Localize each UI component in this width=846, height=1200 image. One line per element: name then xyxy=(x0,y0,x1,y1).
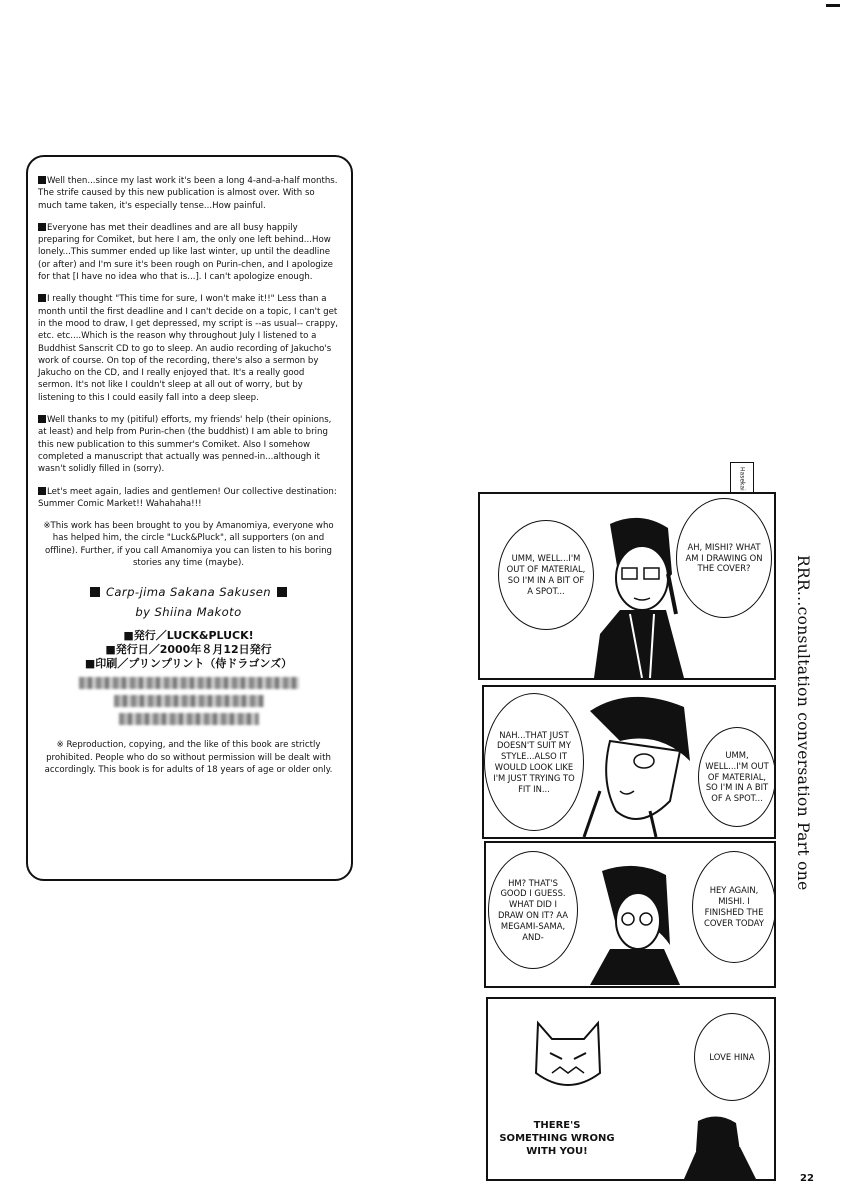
afterword-paragraph-1: Well then...since my last work it's been a long 4-and-a-half months. The strife caused by this new publication is almost over. With so much tame taken, it's especially tense...How painful. xyxy=(38,176,338,211)
printer-line: ■印刷／プリンプリント（侍ドラゴンズ） xyxy=(84,657,293,671)
publisher-line: ■発行／LUCK&PLUCK! xyxy=(123,629,254,643)
bullet-square-icon xyxy=(38,176,46,184)
book-title: Carp-jima Sakana Sakusen xyxy=(38,583,339,601)
speech-bubble-left: NAH...THAT JUST DOESN'T SUIT MY STYLE...ALSO IT WOULD LOOK LIKE I'M JUST TRYING TO FIT IN... xyxy=(484,693,584,831)
redacted-address-block xyxy=(74,677,304,739)
title-square-icon xyxy=(277,587,287,597)
speech-bubble-left: UMM, WELL...I'M OUT OF MATERIAL, SO I'M IN A BIT OF A SPOT... xyxy=(498,520,594,630)
comic-panel-2 xyxy=(482,685,776,839)
date-line: ■発行日／2000年８月12日発行 xyxy=(105,643,272,657)
speech-bubble-left: HM? THAT'S GOOD I GUESS. WHAT DID I DRAW ON IT? AA MEGAMI-SAMA, AND- xyxy=(488,851,578,969)
comic-vertical-title: RRR...consultation conversation Part one xyxy=(794,555,812,891)
afterword-box xyxy=(26,155,353,881)
shout-caption: THERE'S SOMETHING WRONG WITH YOU! xyxy=(492,1099,622,1177)
corner-mark xyxy=(826,4,840,7)
character-on-phone-illustration xyxy=(580,514,700,678)
speech-bubble-right: AH, MISHI? WHAT AM I DRAWING ON THE COVER? xyxy=(676,498,772,618)
afterword-paragraph-5: Let's meet again, ladies and gentlemen! Our collective destination: Summer Comic Market!! Wahahaha!!! xyxy=(38,486,337,509)
angry-cat-illustration xyxy=(528,1013,608,1097)
character-back-illustration xyxy=(678,1111,758,1179)
copyright-warning: ※ Reproduction, copying, and the like of this book are strictly prohibited. People who do so without permission will be dealt with accordingly. This book is for adults of 18 years of age or older only. xyxy=(44,740,333,775)
afterword-paragraph-4: Well thanks to my (pitiful) efforts, my friends' help (their opinions, at least) and help from Purin-chen (the buddhist) I am able to bring this new publication to this summer's Comiket. Also I somehow completed a manuscript that actually was penned-in...although it wasn't solidly filled in (sorry). xyxy=(38,415,332,475)
author-tag: Hasekai xyxy=(730,462,754,496)
afterword-paragraph-3: I really thought "This time for sure, I won't make it!!" Less than a month until the first deadline and I can't decide on a topic, I can't get in the mood to draw, I get depressed, my script is --as usual-- crappy, etc. etc....Which is the reason why throughout July I listened to a Buddhist Sanscrit CD to go to sleep. An audio recording of Jakucho's work of course. On top of the recording, there's also a sermon by Jakucho on the CD, and I really enjoyed that. It's a really good sermon. It's not like I couldn't sleep at all out of worry, but by listening to this I could easily fall into a deep sleep. xyxy=(38,294,339,403)
comic-panel-4 xyxy=(486,997,776,1181)
bullet-square-icon xyxy=(38,415,46,423)
bullet-square-icon xyxy=(38,487,46,495)
bullet-square-icon xyxy=(38,294,46,302)
character-closeup-illustration xyxy=(580,691,700,837)
speech-bubble-right: LOVE HINA xyxy=(694,1013,770,1101)
afterword-paragraph-2: Everyone has met their deadlines and are all busy happily preparing for Comiket, but here I am, the only one left behind...How lonely...This summer ended up like last winter, up until the deadline (or after) and I'm sure it's been rough on Purin-chen, and I apologize for that [I have no idea who that is...]. I can't apologize enough. xyxy=(38,222,333,283)
speech-bubble-right: HEY AGAIN, MISHI. I FINISHED THE COVER TODAY xyxy=(692,851,776,963)
title-square-icon xyxy=(90,587,100,597)
bullet-square-icon xyxy=(38,223,46,231)
book-byline: by Shiina Makoto xyxy=(135,605,242,620)
speech-bubble-right: UMM, WELL...I'M OUT OF MATERIAL, SO I'M IN A BIT OF A SPOT... xyxy=(698,727,776,827)
page-number: 22 xyxy=(800,1173,814,1184)
colophon xyxy=(38,629,339,671)
comic-panel-1 xyxy=(478,492,776,680)
character-on-phone-illustration-2 xyxy=(580,865,690,985)
comic-panel-3 xyxy=(484,841,776,988)
credits-note: ※This work has been brought to you by Amanomiya, everyone who has helped him, the circle "Luck&Pluck", all supporters (on and offline). Further, if you call Amanomiya you can listen to his boring stories any time (maybe). xyxy=(43,521,334,569)
